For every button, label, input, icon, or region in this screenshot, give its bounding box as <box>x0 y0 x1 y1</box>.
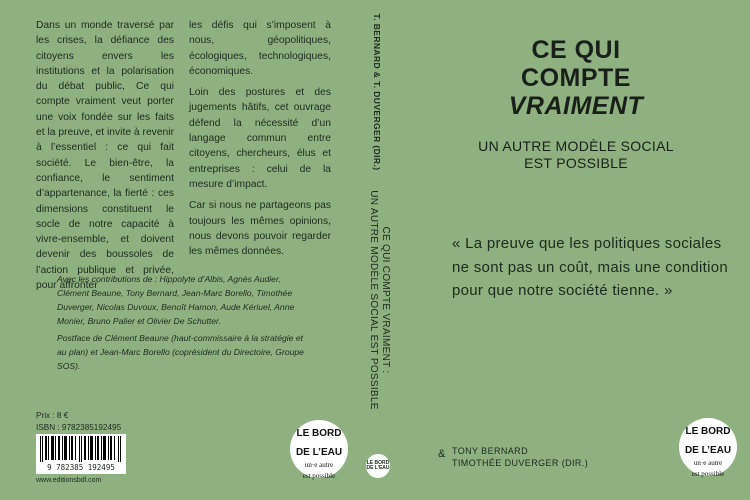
logo-line2: DE L’EAU <box>295 447 343 458</box>
spine-title-line2: UN AUTRE MODÈLE SOCIAL EST POSSIBLE <box>368 190 379 410</box>
back-paragraph: Car si nous ne partageons pas toujours les mêmes opinions, nous devons pouvoir regarder les mêmes données. <box>189 200 331 258</box>
isbn-text: ISBN : 9782385192495 <box>36 422 122 432</box>
publisher-logo-back <box>290 420 348 478</box>
back-text-column-1 <box>36 18 174 299</box>
spine-logo-line2: DE L’EAU <box>366 465 390 471</box>
spine-logo-line1: LE BORD <box>366 460 390 466</box>
author-1: TONY BERNARD <box>452 446 528 456</box>
spine-title-block <box>367 190 391 409</box>
back-text-column-2 <box>189 18 331 265</box>
logo-line1: LE BORD <box>685 426 731 437</box>
spine-authors: T. BERNARD & T. DUVERGER (DIR.) <box>372 13 382 171</box>
contributions-text: Avec les contributions de : Hippolyte d’Albis, Agnès Audier, Clément Beaune, Tony Bernard, Jean-Marc Borello, Timothée Duverger, Nicolas Duvoux, Benoît Hamon, Aude Kériuel, Anne Monier, Bruno Palier et Olivier De Schutter. <box>57 274 295 326</box>
barcode-bars <box>36 434 126 462</box>
front-cover <box>396 0 750 500</box>
ampersand: & <box>438 448 446 460</box>
back-cover <box>0 0 362 500</box>
title-line2: COMPTE <box>521 64 631 92</box>
publisher-logo-spine <box>366 454 390 478</box>
price-isbn-block <box>36 410 121 433</box>
barcode-number: 9 782385 192495 <box>36 462 126 474</box>
logo-tagline1: un·e autre <box>693 459 723 467</box>
logo-line1: LE BORD <box>296 428 342 439</box>
logo-tagline2: est possible <box>302 472 336 480</box>
cover-quote: « La preuve que les politiques sociales ne sont pas un coût, mais une condition pour que notre société tienne. » <box>452 235 729 299</box>
book-title <box>436 36 716 120</box>
publisher-logo-front <box>679 418 737 476</box>
postface-text: Postface de Clément Beaune (haut-commissaire à la stratégie et au plan) et Jean-Marc Borello (coprésident du Directoire, Groupe SOS). <box>57 333 304 371</box>
logo-tagline2: est possible <box>691 470 725 478</box>
contributors-block <box>57 272 314 376</box>
author-2: TIMOTHÉE DUVERGER (DIR.) <box>452 458 589 468</box>
price-text: Prix : 8 € <box>36 411 69 420</box>
subtitle-line2: EST POSSIBLE <box>524 155 628 171</box>
spine-title-line1: CE QUI COMPTE VRAIMENT : <box>380 226 391 374</box>
title-line3: VRAIMENT <box>508 92 644 120</box>
back-paragraph: Dans un monde traversé par les crises, la défiance des citoyens envers les institutions et la polarisation du débat public, Ce qui compte vraiment veut porter une voix fondée sur les faits et la preuve, et invite à revenir à l’essentiel : ce qui fait société. Le bien-être, la confiance, le sentiment d’appartenance, la fierté : ces dimensions constituent le socle de notre capacité à vivre-ensemble, et doivent devenir des boussoles de l’action publique et privée, pour affronter <box>36 20 174 292</box>
logo-line2: DE L’EAU <box>684 445 732 456</box>
subtitle-line1: UN AUTRE MODÈLE SOCIAL <box>478 138 674 154</box>
website-text: www.editionsbdl.com <box>36 477 102 484</box>
logo-tagline1: un·e autre <box>304 461 334 469</box>
title-line1: CE QUI <box>531 36 621 64</box>
back-paragraph: Loin des postures et des jugements hâtifs, cet ouvrage défend la nécessité d’un langage commun entre citoyens, chercheurs, élus et entreprises : celui de la mesure d’impact. <box>189 87 331 190</box>
back-paragraph: les défis qui s’imposent à nous, géopolitiques, écologiques, technologiques, économiques. <box>189 20 331 77</box>
authors-block <box>452 445 588 469</box>
book-subtitle <box>436 138 716 172</box>
